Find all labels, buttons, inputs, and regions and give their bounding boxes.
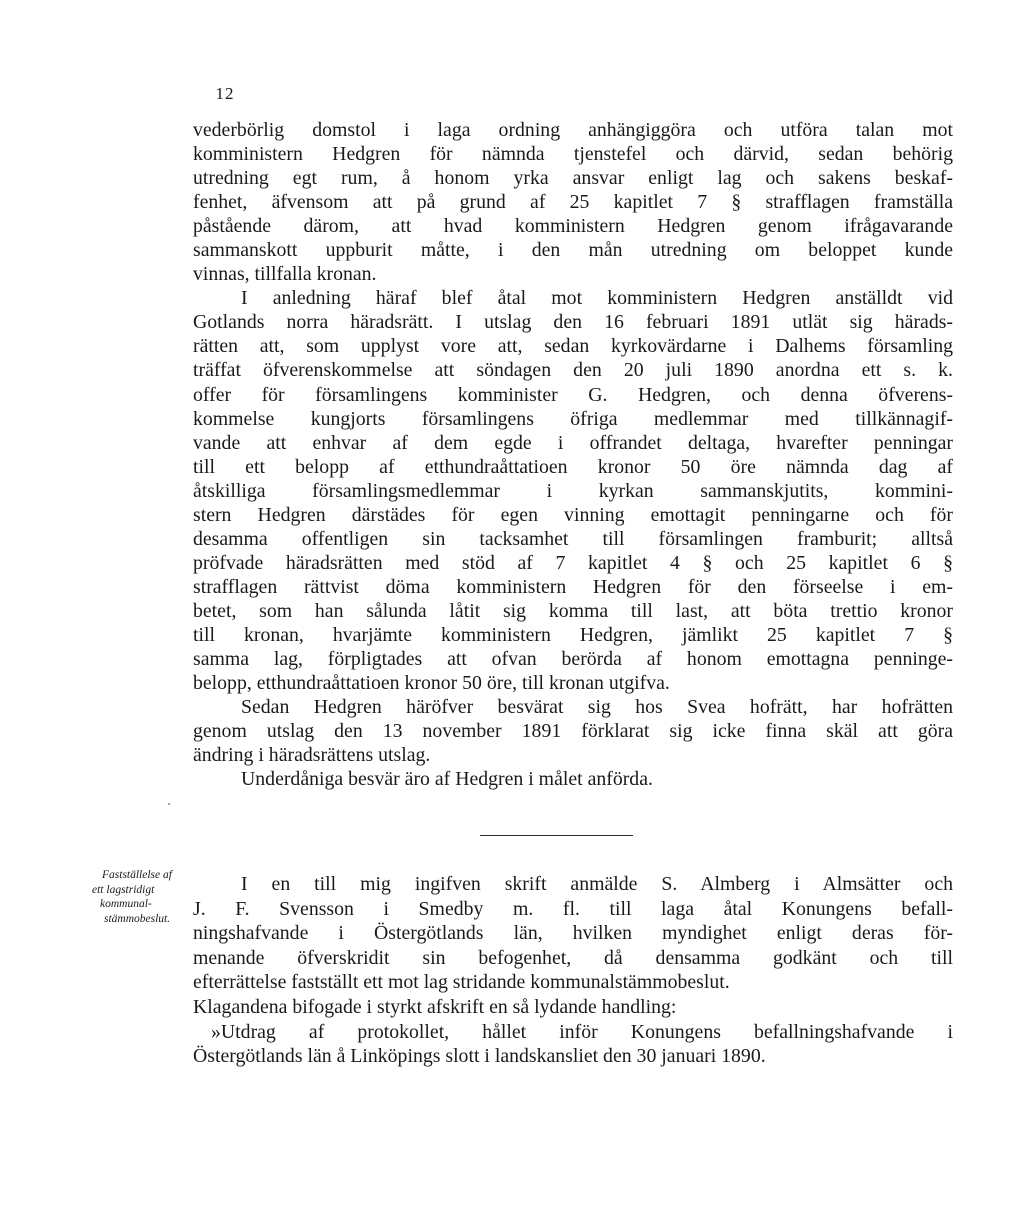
text-line: belopp, etthundraåttatioen kronor 50 öre, till kronan utgifva.	[193, 672, 670, 695]
text-line: menande öfverskridit sin befogenhet, då densamma godkänt och till	[193, 946, 953, 969]
text-line: stern Hedgren därstädes för egen vinning emottagit penningarne och för	[193, 503, 953, 526]
text-line: ningshafvande i Östergötlands län, hvilken myndighet enligt deras för-	[193, 922, 953, 945]
paragraph-2	[193, 286, 953, 695]
section-2-paragraph-3	[193, 1020, 953, 1069]
text-line: till ett belopp af etthundraåttatioen kronor 50 öre nämnda dag af	[193, 455, 953, 478]
text-line: Underdåniga besvär äro af Hedgren i målet anförda.	[241, 768, 653, 791]
section-divider	[480, 835, 633, 836]
text-line: »Utdrag af protokollet, hållet inför Konungens befallningshafvande i	[211, 1020, 953, 1043]
paragraph-1	[193, 118, 953, 286]
text-line: fenhet, äfvensom att på grund af 25 kapitlet 7 § strafflagen framställa	[193, 191, 953, 214]
text-line: I en till mig ingifven skrift anmälde S. Almberg i Almsätter och	[241, 873, 953, 895]
text-line: ändring i häradsrättens utslag.	[193, 744, 431, 767]
text-line: J. F. Svensson i Smedby m. fl. till laga åtal Konungens befall-	[193, 897, 953, 920]
text-line: samma lag, förpligtades att ofvan berörda af honom emottagna penninge-	[193, 648, 953, 671]
paragraph-3	[193, 695, 953, 767]
text-line: påstående därom, att hvad komministern Hedgren genom ifrågavarande	[193, 215, 953, 238]
text-line: till kronan, hvarjämte komministern Hedgren, jämlikt 25 kapitlet 7 §	[193, 623, 953, 646]
text-line: offer för församlingens komminister G. Hedgren, och denna öfverens-	[193, 383, 953, 406]
margin-note	[92, 868, 202, 926]
text-line: Gotlands norra häradsrätt. I utslag den 16 februari 1891 utlät sig härads-	[193, 311, 953, 334]
text-line: kommelse kungjorts församlingens öfriga medlemmar med tillkännagif-	[193, 407, 953, 430]
text-line: sammanskott uppburit måtte, i den mån utredning om beloppet kunde	[193, 239, 953, 262]
margin-note-line: stämmobeslut.	[104, 912, 171, 925]
text-line: Sedan Hedgren häröfver besvärat sig hos Svea hofrätt, har hofrätten	[241, 696, 953, 719]
page-number: 12	[215, 84, 235, 103]
text-line: vinnas, tillfalla kronan.	[193, 263, 377, 286]
text-line: I anledning häraf blef åtal mot komministern Hedgren anställdt vid	[241, 287, 953, 310]
text-line: efterrättelse fastställt ett mot lag stridande kommunalstämmobeslut.	[193, 971, 730, 994]
text-line: Östergötlands län å Linköpings slott i landskansliet den 30 januari 1890.	[193, 1045, 766, 1068]
text-line: utredning egt rum, å honom yrka ansvar enligt lag och sakens beskaf-	[193, 167, 953, 190]
text-line: betet, som han sålunda låtit sig komma till last, att böta trettio kronor	[193, 599, 953, 622]
section-2-text	[193, 872, 953, 1069]
margin-note-line: ett lagstridigt	[92, 883, 155, 896]
text-line: komministern Hedgren för nämnda tjenstefel och därvid, sedan behörig	[193, 143, 953, 166]
text-line: åtskilliga församlingsmedlemmar i kyrkan sammanskjutits, kommini-	[193, 479, 953, 502]
text-line: desamma offentligen sin tacksamhet till församlingen framburit; alltså	[193, 527, 953, 550]
text-line: strafflagen rättvist döma komministern Hedgren för den förseelse i em-	[193, 575, 953, 598]
text-line: genom utslag den 13 november 1891 förklarat sig icke finna skäl att göra	[193, 720, 953, 743]
text-line: rätten att, som upplyst vore att, sedan kyrkovärdarne i Dalhems församling	[193, 335, 953, 358]
section-2-paragraph-2	[193, 995, 953, 1020]
text-line: Klagandena bifogade i styrkt afskrift en så lydande handling:	[193, 995, 677, 1018]
text-line: pröfvade häradsrätten med stöd af 7 kapitlet 4 § och 25 kapitlet 6 §	[193, 551, 953, 574]
text-line: vederbörlig domstol i laga ordning anhängiggöra och utföra talan mot	[193, 119, 953, 141]
margin-note-line: Fastställelse af	[102, 869, 172, 881]
margin-note-line: kommunal-	[100, 898, 152, 910]
print-speck	[168, 803, 170, 805]
main-text	[193, 118, 953, 791]
text-line: träffat öfverenskommelse att söndagen den 20 juli 1890 anordna ett s. k.	[193, 359, 953, 382]
section-2-paragraph-1	[193, 872, 953, 995]
text-line: vande att enhvar af dem egde i offrandet deltaga, hvarefter penningar	[193, 431, 953, 454]
paragraph-4	[193, 767, 953, 791]
